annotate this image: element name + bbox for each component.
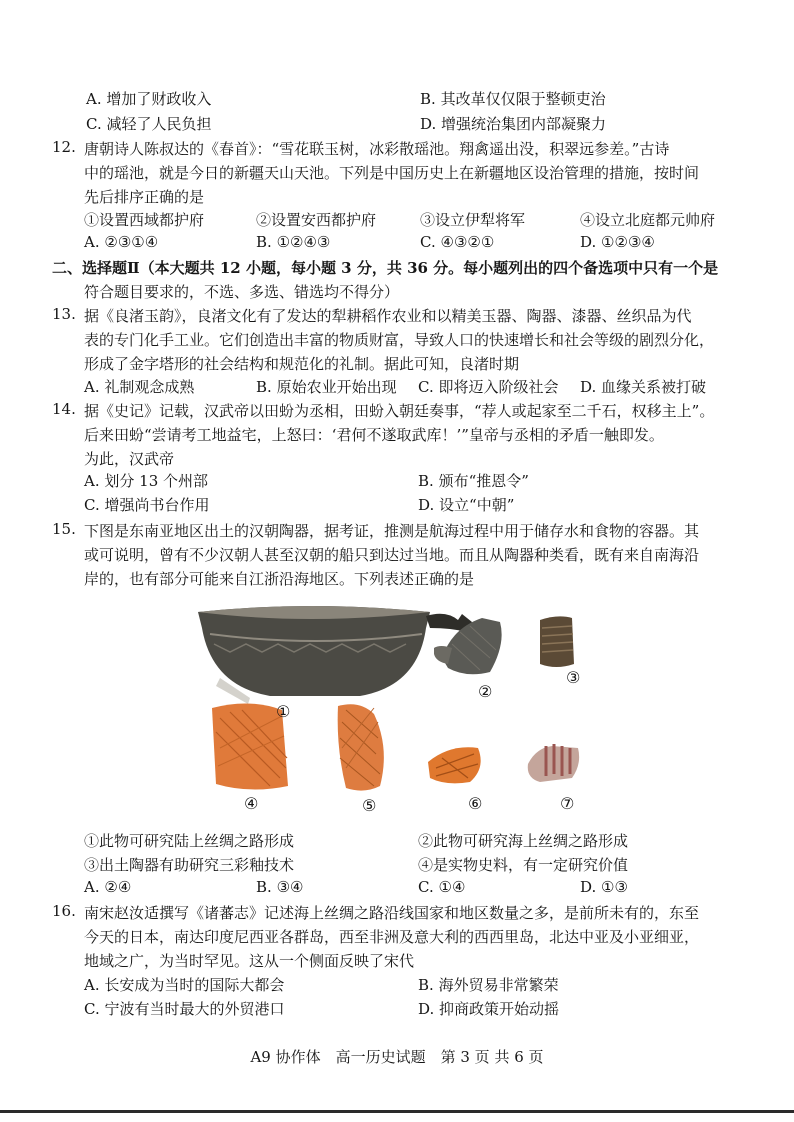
q14-stem-line-3: 为此，汉武帝 — [84, 450, 175, 468]
q16-option-b: B. 海外贸易非常繁荣 — [418, 976, 559, 994]
figure-label-5: ⑤ — [362, 796, 377, 815]
bottom-rule — [0, 1110, 794, 1113]
q15-item-4: ④是实物史料，有一定研究价值 — [418, 856, 629, 874]
q12-option-d: D. ①②③④ — [580, 233, 655, 251]
q12-item-3: ③设立伊犁将军 — [420, 211, 526, 229]
q12-option-a: A. ②③①④ — [84, 233, 159, 251]
q15-option-d: D. ①③ — [580, 878, 628, 896]
q16-number: 16. — [52, 902, 76, 920]
q16-option-c: C. 宁波有当时最大的外贸港口 — [84, 1000, 285, 1018]
q12-item-2: ②设置安西都护府 — [256, 211, 377, 229]
q14-stem-line-2: 后来田蚡“尝请考工地益宅，上怒曰：‘君何不遂取武库！’”皇帝与丞相的矛盾一触即发。 — [84, 426, 664, 444]
q11-option-b: B. 其改革仅仅限于整顿吏治 — [420, 90, 606, 108]
q14-option-b: B. 颁布“推恩令” — [418, 472, 529, 490]
q13-number: 13. — [52, 305, 76, 323]
q14-option-d: D. 设立“中朝” — [418, 496, 515, 514]
q13-option-c: C. 即将迈入阶级社会 — [418, 378, 559, 396]
q15-option-c: C. ①④ — [418, 878, 466, 896]
q16-option-d: D. 抑商政策开始动摇 — [418, 1000, 560, 1018]
section-2-instructions: 符合题目要求的，不选、多选、错选均不得分） — [84, 283, 400, 301]
q15-stem-line-2: 或可说明，曾有不少汉朝人甚至汉朝的船只到达过当地。而且从陶器种类看，既有来自南海沿 — [84, 546, 700, 564]
section-2-heading: 二、选择题Ⅱ（本大题共 12 小题，每小题 3 分，共 36 分。每小题列出的四个备选项中只有一个是 — [52, 259, 719, 277]
q16-option-a: A. 长安成为当时的国际大都会 — [84, 976, 285, 994]
pottery-sherd-6 — [428, 747, 481, 783]
q14-stem-line-1: 据《史记》记载，汉武帝以田蚡为丞相，田蚡入朝廷奏事，“荐人或起家至二千石，权移主上”。 — [84, 402, 715, 420]
q16-stem-line-1: 南宋赵汝适撰写《诸蕃志》记述海上丝绸之路沿线国家和地区数量之多，是前所未有的，东至 — [84, 904, 700, 922]
q13-stem-line-2: 表的专门化手工业。它们创造出丰富的物质财富，导致人口的快速增长和社会等级的剧烈分化， — [84, 331, 715, 349]
q14-number: 14. — [52, 400, 76, 418]
figure-label-6: ⑥ — [468, 794, 483, 813]
q15-stem-line-3: 岸的，也有部分可能来自江浙沿海地区。下列表述正确的是 — [84, 570, 475, 588]
q15-item-3: ③出土陶器有助研究三彩釉技术 — [84, 856, 295, 874]
q12-item-4: ④设立北庭都元帅府 — [580, 211, 716, 229]
q12-stem-line-1: 唐朝诗人陈叔达的《春首》：“雪花联玉树，冰彩散瑶池。翔禽遥出没，积翠远参差。”古诗 — [84, 140, 670, 158]
pottery-sherd-5 — [338, 704, 384, 790]
q13-option-d: D. 血缘关系被打破 — [580, 378, 707, 396]
q14-option-a: A. 划分 13 个州部 — [84, 472, 209, 490]
q15-option-b: B. ③④ — [256, 878, 304, 896]
q12-option-c: C. ④③②① — [420, 233, 495, 251]
figure-label-4: ④ — [244, 794, 259, 813]
q12-stem-line-3: 先后排序正确的是 — [84, 188, 205, 206]
pottery-bowl-1 — [198, 606, 472, 704]
q12-number: 12. — [52, 138, 76, 156]
q15-item-1: ①此物可研究陆上丝绸之路形成 — [84, 832, 295, 850]
pottery-illustration — [190, 598, 610, 820]
q15-option-a: A. ②④ — [84, 878, 132, 896]
q15-item-2: ②此物可研究海上丝绸之路形成 — [418, 832, 629, 850]
q11-option-a: A. 增加了财政收入 — [86, 90, 212, 108]
pottery-fragment-3 — [540, 616, 574, 667]
figure-label-1: ① — [276, 702, 291, 721]
q13-stem-line-1: 据《良渚玉韵》，良渚文化有了发达的犁耕稻作农业和以精美玉器、陶器、漆器、丝织品为代 — [84, 307, 692, 325]
q13-option-b: B. 原始农业开始出现 — [256, 378, 397, 396]
q15-stem-line-1: 下图是东南亚地区出土的汉朝陶器，据考证，推测是航海过程中用于储存水和食物的容器。其 — [84, 522, 700, 540]
q11-option-d: D. 增强统治集团内部凝聚力 — [420, 115, 607, 133]
q14-option-c: C. 增强尚书台作用 — [84, 496, 210, 514]
q12-stem-line-2: 中的瑶池，就是今日的新疆天山天池。下列是中国历史上在新疆地区设治管理的措施，按时间 — [84, 164, 700, 182]
pottery-fragment-7 — [528, 744, 579, 782]
page-footer: A9 协作体 高一历史试题 第 3 页 共 6 页 — [250, 1048, 544, 1066]
q12-item-1: ①设置西域都护府 — [84, 211, 205, 229]
figure-label-7: ⑦ — [560, 794, 575, 813]
q16-stem-line-3: 地域之广，为当时罕见。这从一个侧面反映了宋代 — [84, 952, 415, 970]
figure-label-3: ③ — [566, 668, 581, 687]
q13-stem-line-3: 形成了金字塔形的社会结构和规范化的礼制。据此可知，良渚时期 — [84, 355, 520, 373]
pottery-figure — [190, 598, 610, 820]
q12-option-b: B. ①②④③ — [256, 233, 331, 251]
q15-number: 15. — [52, 520, 76, 538]
q11-option-c: C. 减轻了人民负担 — [86, 115, 212, 133]
q13-option-a: A. 礼制观念成熟 — [84, 378, 195, 396]
figure-label-2: ② — [478, 682, 493, 701]
q16-stem-line-2: 今天的日本，南达印度尼西亚各群岛，西至非洲及意大利的西西里岛，北达中亚及小亚细亚， — [84, 928, 700, 946]
